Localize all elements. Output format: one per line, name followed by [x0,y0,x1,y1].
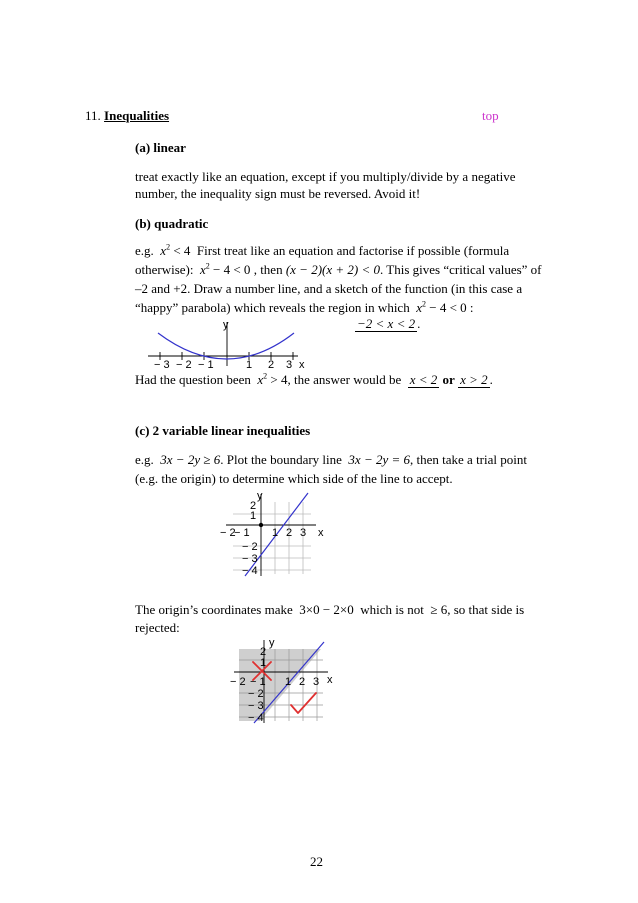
quadratic-line5 [135,372,493,387]
x-tick-label: − 1 [234,527,250,539]
ineq-exp: 2 [166,242,171,252]
eq3-exp: 2 [421,299,426,309]
two-var-inequality: 3x − 2y ≥ 6 [160,452,221,467]
tick-label: 2 [268,359,275,371]
answer-dot: . [489,372,493,387]
eq4-exp: 2 [263,371,268,381]
origin-line2: rejected: [135,620,180,635]
ineq-rest: < 4 [170,243,191,258]
x-axis-label: x [299,359,305,371]
x-axis-label: x [327,674,333,686]
y-axis-label: y [223,319,229,331]
linear-text-line1: treat exactly like an equation, except if you multiply/divide by a negative [135,169,516,184]
tick-label: − 1 [198,359,214,371]
y-axis-label: y [257,490,263,502]
or-text: or [442,372,455,387]
ineq-base: x [160,243,167,258]
top-link[interactable]: top [482,108,499,123]
origin-point [259,523,263,527]
linear-text-line2: number, the inequality sign must be reversed. Avoid it! [135,186,421,201]
answer-1: x < 2 [409,372,438,387]
section-title: Inequalities [104,108,170,123]
eq1-base: x [199,262,206,277]
eq3-rest: − 4 < 0 : [425,300,474,315]
tick-label: 3 [286,359,293,371]
plot-boundary-text: . Plot the boundary line [220,452,342,467]
y-tick-label: − 4 [242,565,258,577]
quadratic-line1 [135,243,509,258]
x-tick-label: 1 [285,676,292,688]
origin-expression: 3×0 − 2×0 [299,602,354,617]
quadratic-line3: –2 and +2. Draw a number line, and a sketch of the function (in this case a [135,281,523,296]
trial-point-text: , then take a trial point [410,452,527,467]
y-tick-label: − 3 [248,700,264,712]
eg-label-2: e.g. [135,452,154,467]
quadratic-line2 [135,262,542,277]
parabola-curve [158,333,294,359]
origin-line1 [135,602,524,617]
eg-label: e.g. [135,243,154,258]
x-tick-label: 1 [272,527,279,539]
section-number: 11. [85,108,101,123]
y-tick-label: 2 [250,500,257,512]
quadratic-line1-text: First treat like an equation and factorise if possible (formula [196,243,510,258]
quadratic-result [355,316,420,331]
y-tick-label: − 4 [248,712,264,724]
section-heading [85,108,169,123]
parabola-graph [148,316,313,372]
boundary-equation: 3x − 2y = 6 [348,452,411,467]
x-tick-label: 3 [313,676,320,688]
tick-label: − 3 [154,359,170,371]
answer-would-be-text: , the answer would be [287,372,402,387]
two-var-heading: (c) 2 variable linear inequalities [135,423,311,438]
two-var-line2: (e.g. the origin) to determine which side of the line to accept. [135,471,453,486]
eq4-rest: > 4 [267,372,288,387]
y-axis-label: y [269,637,275,649]
quadratic-heading: (b) quadratic [135,216,209,231]
eq1-rest: − 4 < 0 [209,262,251,277]
origin-condition: ≥ 6 [430,602,448,617]
checkmark-icon [291,693,316,713]
x-tick-label: − 1 [250,676,266,688]
line-graph [220,488,330,580]
x-tick-label: − 2 [230,676,246,688]
x-tick-label: − 2 [220,527,236,539]
origin-text-c: , so that side is [447,602,525,617]
tick-label: − 2 [176,359,192,371]
eq2: (x − 2)(x + 2) < 0 [285,262,381,277]
y-tick-label: − 2 [242,541,258,553]
then-text: , then [253,262,283,277]
origin-text-b: which is not [360,602,424,617]
result-dot: . [417,316,421,331]
otherwise-text: otherwise): [135,262,194,277]
tick-label: 1 [246,359,253,371]
y-tick-label: − 3 [242,553,258,565]
shaded-graph [230,635,342,725]
y-tick-label: 2 [260,646,267,658]
origin-text-a: The origin’s coordinates make [135,602,293,617]
critical-values-text: . This gives “critical values” of [380,262,542,277]
eq4-base: x [257,372,264,387]
quadratic-line4 [135,300,474,315]
linear-heading: (a) linear [135,140,186,155]
happy-text: “happy” parabola) which reveals the region in which [135,300,410,315]
x-tick-label: 3 [300,527,307,539]
x-axis-label: x [318,527,324,539]
y-tick-label: − 2 [248,688,264,700]
y-tick-label: 1 [250,510,257,522]
eq1-exp: 2 [205,261,210,271]
y-tick-label: 1 [260,657,267,669]
result-value: −2 < x < 2 [357,316,416,331]
x-tick-label: 2 [286,527,293,539]
two-var-line1 [135,452,527,467]
had-question-text: Had the question been [135,372,251,387]
eq3-base: x [416,300,422,315]
x-tick-label: 2 [299,676,306,688]
page-number: 22 [310,854,323,869]
answer-2: x > 2 [460,372,488,387]
